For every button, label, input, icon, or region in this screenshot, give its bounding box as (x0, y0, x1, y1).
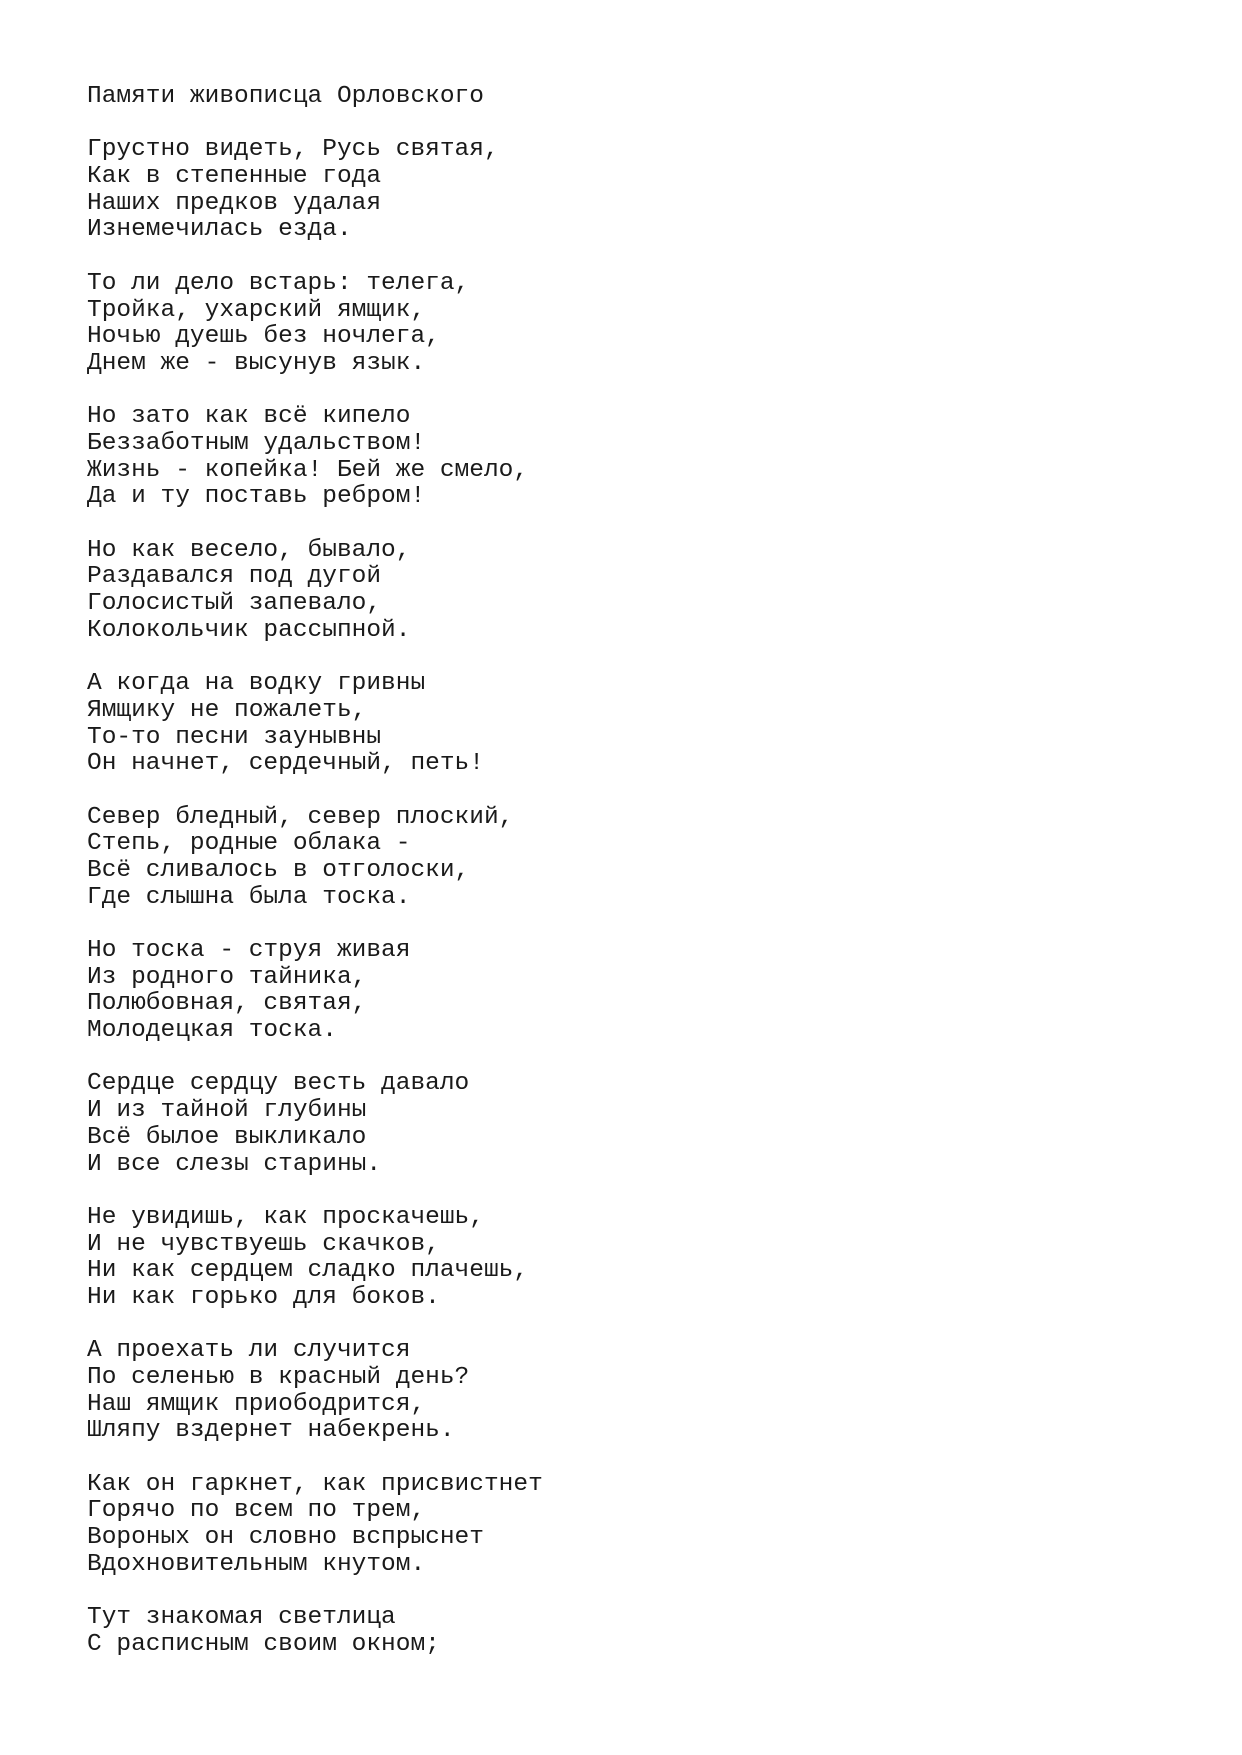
stanza (87, 671, 543, 778)
poem-line: Жизнь - копейка! Бей же смело, (87, 456, 529, 484)
poem-line: Из родного тайника, (87, 963, 367, 991)
stanza (87, 1605, 543, 1658)
poem-line: И не чувствуешь скачков, (87, 1230, 440, 1258)
poem-line: Степь, родные облака - (87, 830, 411, 858)
poem-line: По селенью в красный день? (87, 1364, 470, 1391)
poem-line: Ночью дуешь без ночлега, (87, 323, 440, 351)
poem-line: Как он гаркнет, как присвистнет (87, 1470, 543, 1498)
poem-line: Горячо по всем по трем, (87, 1497, 426, 1525)
stanza (87, 1472, 543, 1579)
poem-line: Ямщику не пожалеть, (87, 696, 367, 724)
poem-line: Север бледный, север плоский, (87, 803, 514, 831)
stanza (87, 271, 543, 378)
poem-line: Изнемечилась езда. (87, 216, 352, 244)
poem-line: То ли дело встарь: телега, (87, 269, 470, 297)
stanza (87, 1071, 543, 1178)
poem-line: Всё былое выкликало (87, 1123, 367, 1151)
poem-line: Ни как горько для боков. (87, 1283, 440, 1311)
poem-line: Сердце сердцу весть давало (87, 1070, 470, 1098)
poem-line: Колокольчик рассыпной. (87, 616, 411, 644)
poem-line: Тройка, ухарский ямщик, (87, 296, 426, 324)
poem-line: Голосистый запевало, (87, 590, 382, 618)
poem-line: А когда на водку гривны (87, 670, 426, 698)
stanza (87, 538, 543, 645)
poem-line: Он начнет, сердечный, петь! (87, 750, 484, 778)
poem-line: Вдохновительным кнутом. (87, 1550, 426, 1578)
stanza (87, 137, 543, 244)
poem-line: А проехать ли случится (87, 1337, 411, 1365)
poem-line: Наш ямщик приободрится, (87, 1390, 426, 1418)
poem-line: Но тоска - струя живая (87, 937, 411, 964)
poem-line: И все слезы старины. (87, 1150, 382, 1178)
poem-line: Всё сливалось в отголоски, (87, 856, 470, 884)
stanza (87, 805, 543, 912)
poem-line: Как в степенные года (87, 163, 382, 191)
poem-line: То-то песни заунывны (87, 723, 382, 751)
stanza (87, 938, 543, 1045)
poem-line: Днем же - высунув язык. (87, 349, 426, 377)
poem-body (87, 137, 543, 1658)
poem-line: Молодецкая тоска. (87, 1017, 337, 1045)
poem-line: Вороных он словно вспрыснет (87, 1524, 484, 1552)
stanza (87, 1205, 543, 1312)
poem-line: Шляпу вздернет набекрень. (87, 1417, 455, 1445)
poem-line: Беззаботным удальством! (87, 429, 426, 457)
poem-line: И из тайной глубины (87, 1097, 367, 1125)
poem-line: Раздавался под дугой (87, 563, 382, 591)
poem-line: Грустно видеть, Русь святая, (87, 136, 499, 164)
poem-line: Но как весело, бывало, (87, 536, 411, 564)
poem-line: Наших предков удалая (87, 189, 382, 217)
poem (87, 84, 543, 1659)
poem-line: Где слышна была тоска. (87, 883, 411, 911)
poem-line: Полюбовная, святая, (87, 990, 367, 1018)
poem-line: Ни как сердцем сладко плачешь, (87, 1257, 529, 1285)
poem-line: Тут знакомая светлица (87, 1604, 396, 1632)
stanza (87, 1338, 543, 1445)
poem-line: Да и ту поставь ребром! (87, 483, 426, 511)
poem-line: Но зато как всё кипело (87, 403, 411, 431)
poem-line: Не увидишь, как проскачешь, (87, 1203, 484, 1231)
poem-line: С расписным своим окном; (87, 1630, 440, 1658)
poem-title: Памяти живописца Орловского (87, 83, 484, 110)
stanza (87, 404, 543, 511)
